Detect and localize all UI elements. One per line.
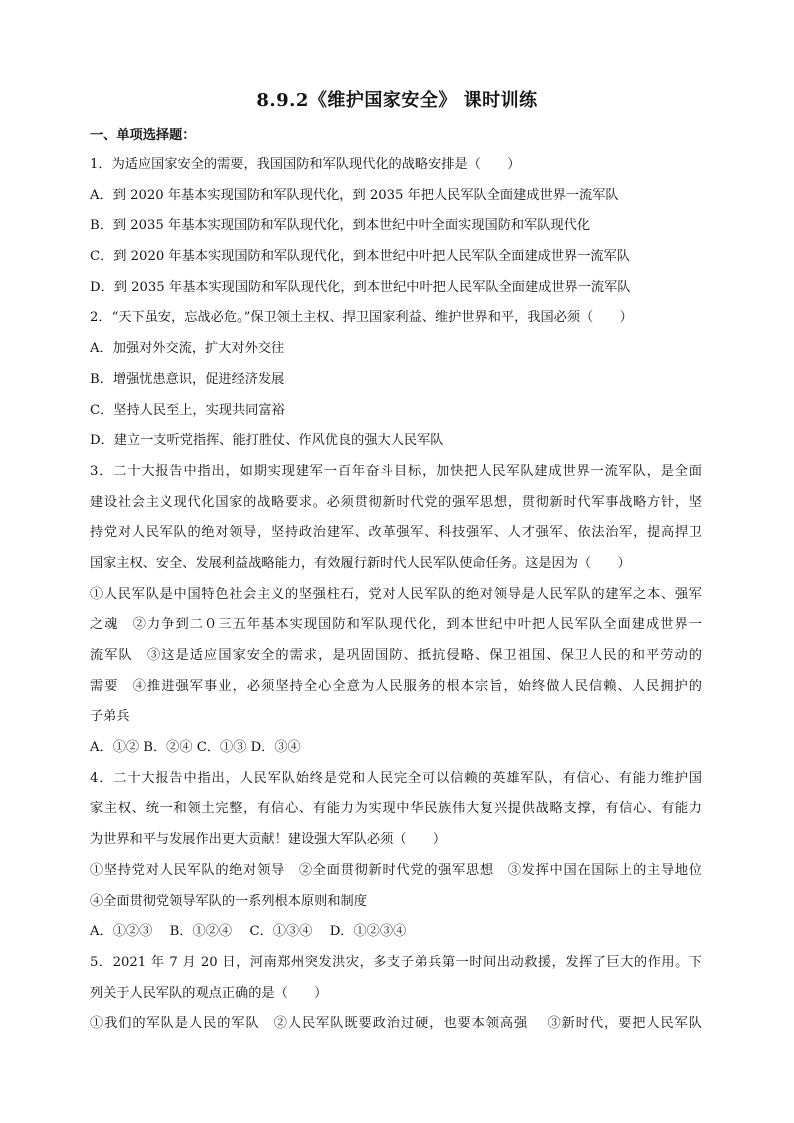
question-2-stem: 2．“天下虽安，忘战必危。”保卫领土主权、捍卫国家利益、维护世界和平，我国必须（ ） xyxy=(90,310,633,326)
section-heading: 一、单项选择题： xyxy=(90,128,196,143)
question-4-stem-line: 家主权、统一和领土完整，有信心、有能力为实现中华民族伟大复兴提供战略支撑，有信心、有能力 xyxy=(90,801,702,817)
question-3-statement-line: ①人民军队是中国特色社会主义的坚强柱石，党对人民军队的绝对领导是人民军队的建军之本、强军 xyxy=(90,586,702,602)
question-5-stem-line: 列关于人民军队的观点正确的是（ ） xyxy=(90,985,328,1001)
question-3-stem-line: 建设社会主义现代化国家的战略要求。必须贯彻新时代党的强军思想，贯彻新时代军事战略方针，坚 xyxy=(90,494,702,510)
question-1-option-a: A．到 2020 年基本实现国防和军队现代化，到 2035 年把人民军队全面建成世界一流军队 xyxy=(90,187,619,203)
question-2-option-d: D．建立一支听党指挥、能打胜仗、作风优良的强大人民军队 xyxy=(90,433,444,449)
question-3-statement-line: 之魂 ②力争到二０三五年基本实现国防和军队现代化，到本世纪中叶把人民军队全面建成世界一 xyxy=(90,617,702,633)
question-3-statement-line: 需要 ④推进强军事业，必须坚持全心全意为人民服务的根本宗旨，始终做人民信赖、人民拥护的 xyxy=(90,678,702,694)
question-content xyxy=(90,126,702,1040)
question-3-stem-line: 国家主权、安全、发展利益战略能力，有效履行新时代人民军队使命任务。这是因为（ ） xyxy=(90,555,631,571)
question-4-stem-line: 为世界和平与发展作出更大贡献！建设强大军队必须（ ） xyxy=(90,832,447,848)
question-4-statement-line: ①坚持党对人民军队的绝对领导 ②全面贯彻新时代党的强军思想 ③发挥中国在国际上的主导地位 xyxy=(90,862,702,878)
question-3-stem-line: 持党对人民军队的绝对领导，坚持政治建军、改革强军、科技强军、人才强军、依法治军，提高捍卫 xyxy=(90,525,702,541)
question-5-stem-line: 5．2021 年 7 月 20 日，河南郑州突发洪灾，多支子弟兵第一时间出动救援，发挥了巨大的作用。下 xyxy=(90,954,702,970)
question-2-option-b: B．增强忧患意识，促进经济发展 xyxy=(90,371,285,387)
question-4-statement-line: ④全面贯彻党领导军队的一系列根本原则和制度 xyxy=(90,893,367,909)
question-2-option-a: A．加强对外交流，扩大对外交往 xyxy=(90,341,285,357)
question-2-option-c: C．坚持人民至上，实现共同富裕 xyxy=(90,402,285,418)
question-3-options: A．①② B．②④ C．①③ D．③④ xyxy=(90,740,301,756)
question-1-option-c: C．到 2020 年基本实现国防和军队现代化，到本世纪中叶把人民军队全面建成世界一流军队 xyxy=(90,249,630,265)
question-4-options: A．①②③ B．①②④ C．①③④ D．①②③④ xyxy=(90,924,407,940)
question-3-statement-line: 流军队 ③这是适应国家安全的需求，是巩固国防、抵抗侵略、保卫祖国、保卫人民的和平劳动的 xyxy=(90,648,702,663)
page-title: 8.9.2《维护国家安全》 课时训练 xyxy=(256,90,538,111)
question-3-statement-line: 子弟兵 xyxy=(90,709,130,725)
question-4-stem-line: 4．二十大报告中指出，人民军队始终是党和人民完全可以信赖的英雄军队，有信心、有能力维护国 xyxy=(90,770,702,786)
question-1-option-d: D．到 2035 年基本实现国防和军队现代化，到本世纪中叶把人民军队全面建成世界一流军队 xyxy=(90,279,631,295)
question-1-stem: 1．为适应国家安全的需要，我国国防和军队现代化的战略安排是（ ） xyxy=(90,157,521,172)
question-5-statement-line: ①我们的军队是人民的军队 ②人民军队既要政治过硬，也要本领高强 ③新时代，要把人民军队 xyxy=(90,1016,702,1032)
question-3-stem-line: 3．二十大报告中指出，如期实现建军一百年奋斗目标，加快把人民军队建成世界一流军队，是全面 xyxy=(90,463,702,479)
question-1-option-b: B．到 2035 年基本实现国防和军队现代化，到本世纪中叶全面实现国防和军队现代化 xyxy=(90,218,591,234)
